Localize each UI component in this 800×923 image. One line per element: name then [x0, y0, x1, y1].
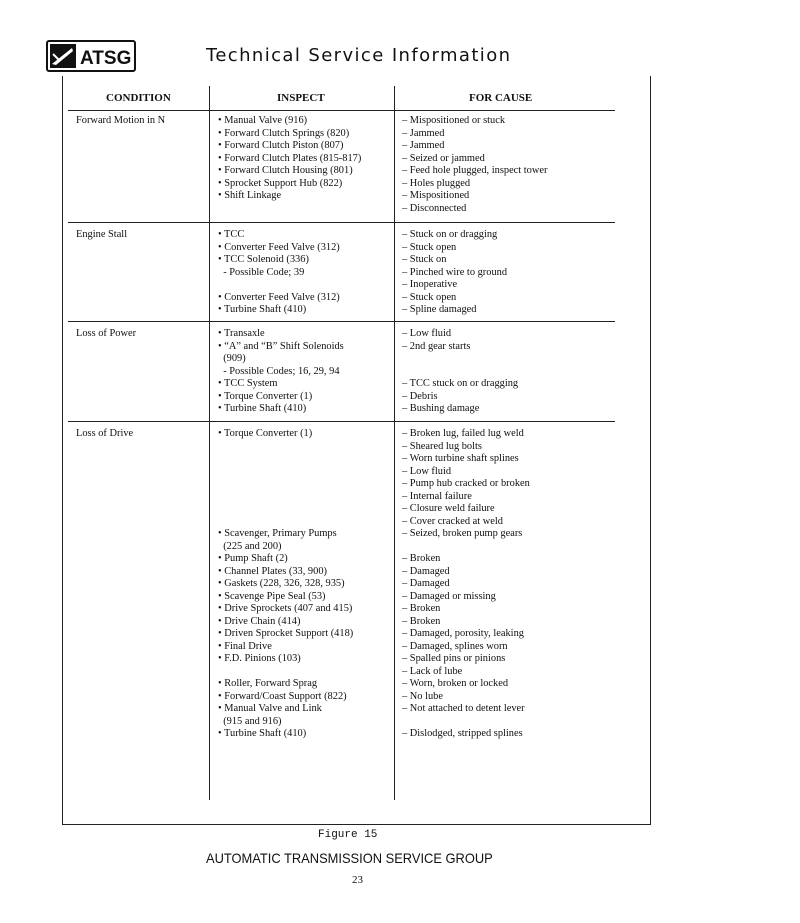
- column-divider-1: [209, 86, 210, 800]
- list-item: – Lack of lube: [402, 665, 463, 677]
- row-rule-2: [68, 321, 615, 322]
- list-item: • Gaskets (228, 326, 328, 935): [218, 578, 345, 589]
- condition-cell: Forward Motion in N: [76, 115, 166, 126]
- header-rule: [68, 110, 615, 111]
- list-item: – Damaged, porosity, leaking: [402, 628, 524, 639]
- list-item: • F.D. Pinions (103): [218, 653, 301, 664]
- cause-cell: [402, 428, 530, 741]
- list-item: – Jammed: [402, 127, 445, 139]
- page-title: Technical Service Information: [206, 45, 512, 66]
- list-item: – Pump hub cracked or broken: [402, 478, 530, 489]
- list-item: (909): [218, 353, 246, 364]
- list-item: – Stuck on: [402, 254, 447, 265]
- list-item: – Broken: [402, 553, 441, 564]
- list-item: • Turbine Shaft (410): [218, 304, 307, 315]
- row-rule-1: [68, 222, 615, 223]
- list-item: – Cover cracked at weld: [402, 515, 503, 527]
- list-item: • Driven Sprocket Support (418): [218, 628, 354, 639]
- list-item: – Mispositioned or stuck: [402, 115, 506, 126]
- list-item: – Seized, broken pump gears: [402, 528, 523, 539]
- header-inspect: INSPECT: [277, 92, 325, 104]
- list-item: • Drive Sprockets (407 and 415): [218, 603, 353, 614]
- inspect-cell: [218, 328, 344, 416]
- list-item: • Turbine Shaft (410): [218, 403, 307, 414]
- list-item: – TCC stuck on or dragging: [402, 378, 519, 389]
- list-item: - Possible Code; 39: [218, 266, 305, 278]
- list-item: • Forward Clutch Springs (820): [218, 127, 350, 139]
- inspect-cell: [218, 428, 353, 741]
- list-item: – Broken lug, failed lug weld: [402, 428, 524, 439]
- list-item: – Bushing damage: [402, 403, 480, 414]
- list-item: • Converter Feed Valve (312): [218, 291, 340, 303]
- list-item: • Forward Clutch Piston (807): [218, 140, 344, 151]
- list-item: • Manual Valve and Link: [218, 703, 322, 714]
- list-item: – Low fluid: [402, 328, 452, 339]
- list-item: [218, 279, 340, 292]
- condition-cell: Engine Stall: [76, 229, 128, 240]
- list-item: – Closure weld failure: [402, 503, 495, 514]
- list-item: (225 and 200): [218, 540, 282, 552]
- list-item: • Turbine Shaft (410): [218, 728, 307, 739]
- list-item: [218, 491, 353, 504]
- list-item: • Forward Clutch Housing (801): [218, 165, 353, 176]
- list-item: – Feed hole plugged, inspect tower: [402, 165, 548, 176]
- list-item: • Manual Valve (916): [218, 115, 308, 126]
- header-for-cause: FOR CAUSE: [469, 92, 533, 104]
- list-item: • Sprocket Support Hub (822): [218, 177, 343, 189]
- list-item: [402, 353, 518, 366]
- figure-caption: Figure 15: [318, 829, 378, 841]
- list-item: • Pump Shaft (2): [218, 553, 288, 564]
- atsg-logo: [46, 40, 136, 72]
- list-item: – Inoperative: [402, 279, 458, 290]
- list-item: – Low fluid: [402, 465, 452, 477]
- list-item: • Scavenge Pipe Seal (53): [218, 590, 326, 602]
- list-item: (915 and 916): [218, 715, 282, 727]
- list-item: [218, 666, 353, 679]
- footer-title: AUTOMATIC TRANSMISSION SERVICE GROUP: [206, 850, 493, 866]
- list-item: • Forward Clutch Plates (815-817): [218, 152, 362, 164]
- list-item: • Forward/Coast Support (822): [218, 690, 347, 702]
- list-item: – Broken: [402, 603, 441, 614]
- list-item: [218, 503, 353, 516]
- list-item: – Damaged: [402, 578, 450, 589]
- list-item: – No lube: [402, 690, 443, 702]
- list-item: [218, 466, 353, 479]
- list-item: • Scavenger, Primary Pumps: [218, 528, 337, 539]
- list-item: – Spalled pins or pinions: [402, 653, 506, 664]
- list-item: • Torque Converter (1): [218, 428, 313, 439]
- row-rule-3: [68, 421, 615, 422]
- list-item: – Not attached to detent lever: [402, 703, 525, 714]
- list-item: • “A” and “B” Shift Solenoids: [218, 340, 344, 352]
- list-item: – Worn turbine shaft splines: [402, 453, 519, 464]
- inspect-cell: [218, 115, 361, 203]
- cause-cell: [402, 229, 507, 317]
- list-item: – Spline damaged: [402, 304, 477, 315]
- list-item: – Debris: [402, 390, 438, 402]
- list-item: – Holes plugged: [402, 177, 471, 189]
- logo-text: ATSG: [80, 48, 132, 69]
- list-item: – Broken: [402, 615, 441, 627]
- cause-cell: [402, 328, 518, 416]
- list-item: [218, 441, 353, 454]
- list-item: – Stuck on or dragging: [402, 229, 498, 240]
- list-item: – Internal failure: [402, 490, 472, 502]
- list-item: – Dislodged, stripped splines: [402, 728, 523, 739]
- list-item: [402, 716, 530, 729]
- list-item: [218, 478, 353, 491]
- list-item: – Worn, broken or locked: [402, 678, 509, 689]
- column-divider-2: [394, 86, 395, 800]
- list-item: – Damaged, splines worn: [402, 640, 508, 652]
- list-item: • Shift Linkage: [218, 190, 282, 201]
- list-item: – Damaged: [402, 565, 450, 577]
- header-condition: CONDITION: [106, 92, 171, 104]
- list-item: - Possible Codes; 16, 29, 94: [218, 365, 340, 377]
- list-item: [402, 541, 530, 554]
- page-number: 23: [352, 874, 363, 886]
- list-item: • Final Drive: [218, 640, 272, 652]
- list-item: • Roller, Forward Sprag: [218, 678, 318, 689]
- list-item: – Pinched wire to ground: [402, 266, 508, 278]
- condition-cell: Loss of Power: [76, 328, 137, 339]
- condition-cell: Loss of Drive: [76, 428, 134, 439]
- list-item: – Disconnected: [402, 202, 467, 214]
- list-item: • Transaxle: [218, 328, 265, 339]
- inspect-cell: [218, 229, 340, 317]
- list-item: • Channel Plates (33, 900): [218, 565, 327, 577]
- list-item: • Drive Chain (414): [218, 615, 301, 627]
- list-item: – Jammed: [402, 140, 445, 151]
- list-item: • TCC Solenoid (336): [218, 254, 309, 265]
- list-item: • TCC: [218, 229, 245, 240]
- list-item: – Sheared lug bolts: [402, 440, 482, 452]
- list-item: [218, 453, 353, 466]
- list-item: – Mispositioned: [402, 190, 470, 201]
- list-item: [218, 516, 353, 529]
- cause-cell: [402, 115, 547, 215]
- list-item: – 2nd gear starts: [402, 340, 471, 352]
- list-item: • Converter Feed Valve (312): [218, 241, 340, 253]
- list-item: – Seized or jammed: [402, 152, 485, 164]
- list-item: [402, 366, 518, 379]
- list-item: – Damaged or missing: [402, 590, 496, 602]
- list-item: • TCC System: [218, 378, 278, 389]
- list-item: • Torque Converter (1): [218, 390, 313, 402]
- list-item: – Stuck open: [402, 241, 457, 253]
- list-item: – Stuck open: [402, 291, 457, 303]
